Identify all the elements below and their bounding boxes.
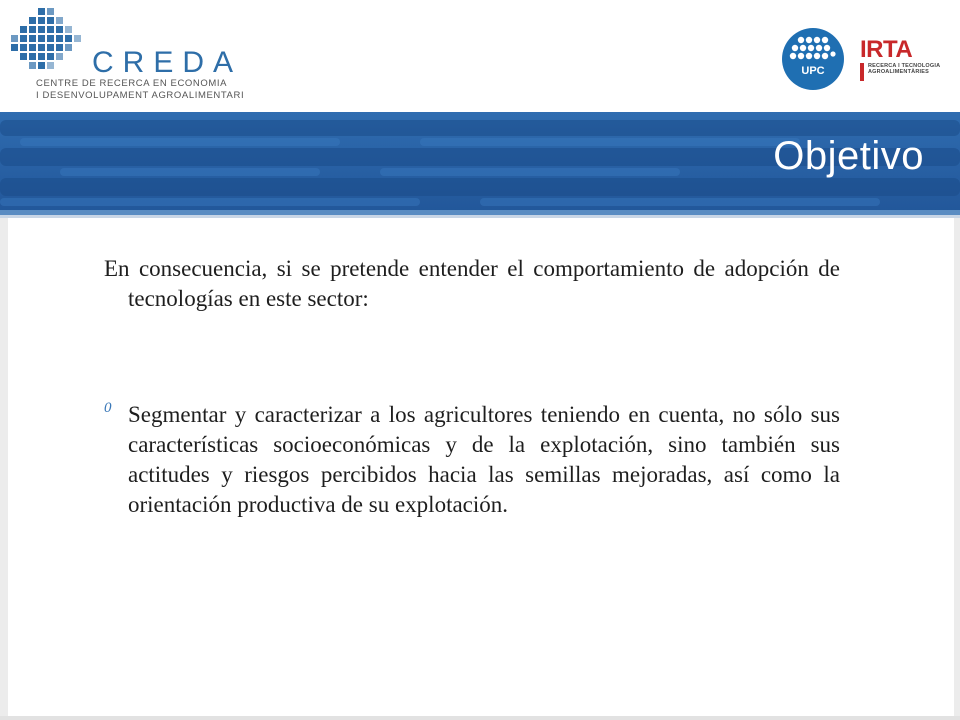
upc-emblem-icon bbox=[781, 27, 845, 91]
creda-mosaic-icon bbox=[8, 6, 92, 76]
irta-accent-bar bbox=[860, 63, 864, 81]
bullet-text: Segmentar y caracterizar a los agricultores teniendo en cuenta, no sólo sus características socioeconómicas y de la explotación, sino también sus actitudes y riesgos percibidos hacia las semillas mejoradas, así como la orientación productiva de su explotación. bbox=[128, 402, 840, 517]
creda-logo bbox=[8, 6, 245, 102]
slide-title: Objetivo bbox=[773, 134, 924, 178]
slide-body bbox=[104, 254, 840, 520]
irta-subtitle-line1: RECERCA I TECNOLOGIA bbox=[868, 63, 941, 69]
upc-logo bbox=[781, 27, 845, 91]
creda-subtitle-line2: I DESENVOLUPAMENT AGROALIMENTARI bbox=[36, 90, 245, 101]
bullet-marker: 0 bbox=[104, 400, 112, 416]
upc-name: UPC bbox=[801, 65, 825, 77]
intro-text: En consecuencia, si se pretende entender el comportamiento de adopción de tecnologías en este sector: bbox=[104, 256, 840, 311]
slide-frame-bottom bbox=[0, 716, 960, 720]
creda-subtitle-line1: CENTRE DE RECERCA EN ECONOMIA bbox=[36, 78, 228, 89]
slide-header bbox=[0, 0, 960, 112]
intro-paragraph bbox=[104, 254, 840, 314]
irta-subtitle-line2: AGROALIMENTÀRIES bbox=[868, 69, 929, 75]
irta-logo bbox=[860, 36, 941, 84]
irta-name: IRTA bbox=[860, 36, 913, 63]
banner-shadow bbox=[0, 215, 960, 218]
bullet-item bbox=[104, 400, 840, 520]
creda-name: CREDA bbox=[92, 46, 243, 79]
